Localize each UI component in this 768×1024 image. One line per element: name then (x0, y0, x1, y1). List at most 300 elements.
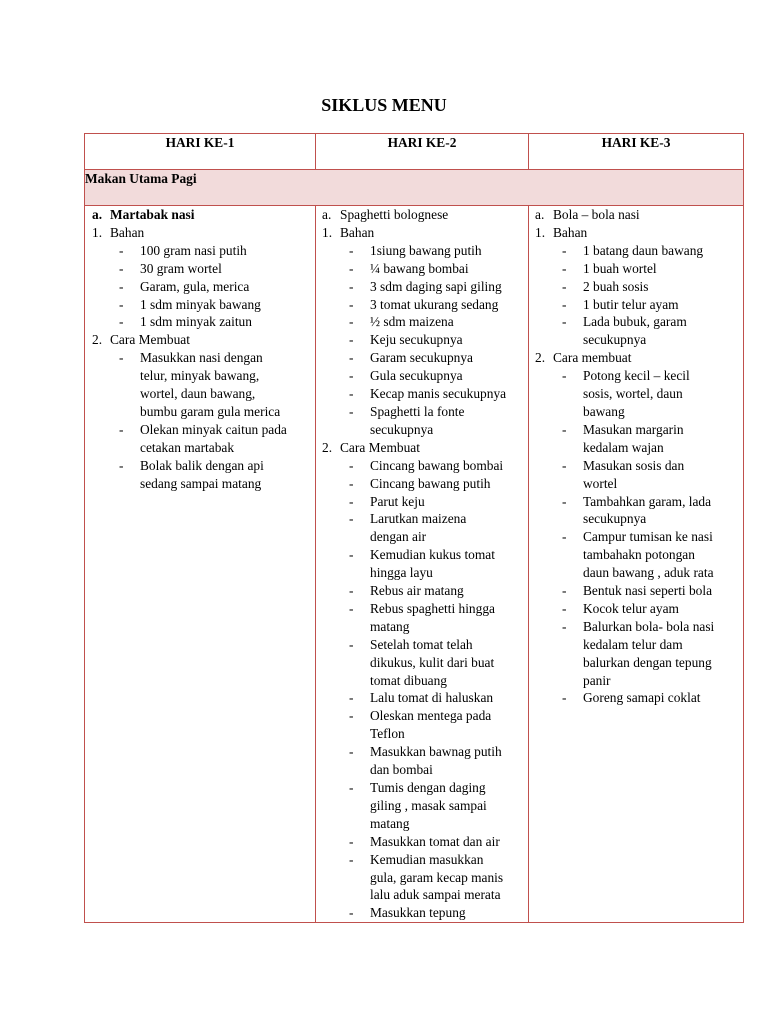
indent (322, 743, 349, 761)
step-text: tambahakn potongan (583, 547, 695, 563)
bullet-dash: - (119, 296, 124, 312)
bullet-dash (119, 385, 140, 403)
indent (322, 582, 349, 600)
step-item (322, 815, 528, 833)
bullet-dash: - (562, 583, 567, 599)
bullet-dash: - (349, 278, 354, 294)
bullet-dash: - (349, 296, 354, 312)
cara-heading (322, 439, 528, 457)
step-item (535, 600, 743, 618)
step-text: tomat dibuang (370, 672, 447, 688)
step-text: Cincang bawang putih (370, 475, 491, 491)
indent (322, 654, 349, 672)
step-item (535, 528, 743, 546)
step-item (535, 672, 743, 690)
step-text: Masukkan tepung (370, 905, 466, 921)
indent (535, 331, 562, 349)
ingredient-item (92, 296, 315, 314)
step-text: kedalam wajan (583, 439, 664, 455)
step-item (322, 707, 528, 725)
indent (92, 278, 119, 296)
ingredient-item (322, 242, 528, 260)
indent (535, 672, 562, 690)
ingredient-item (92, 260, 315, 278)
step-item (322, 582, 528, 600)
indent (322, 797, 349, 815)
step-text: wortel (583, 475, 618, 491)
indent (535, 528, 562, 546)
menu-table (84, 133, 744, 923)
step-item (535, 582, 743, 600)
bullet-dash: - (349, 511, 354, 527)
step-item (322, 457, 528, 475)
indent (535, 582, 562, 600)
ingredient-text: 30 gram wortel (140, 260, 222, 276)
indent (322, 403, 349, 421)
dish-name: Martabak nasi (110, 207, 195, 222)
ingredient-item (322, 331, 528, 349)
step-item (535, 564, 743, 582)
step-text: Potong kecil – kecil (583, 368, 690, 384)
bullet-dash: - (349, 493, 354, 509)
ingredient-text: secukupnya (583, 332, 647, 348)
indent (535, 636, 562, 654)
indent (535, 385, 562, 403)
bullet-dash: - (562, 260, 567, 276)
step-item (535, 636, 743, 654)
cara-label: Cara membuat (553, 350, 632, 366)
indent (322, 331, 349, 349)
step-text: cetakan martabak (140, 439, 235, 455)
indent (535, 510, 562, 528)
step-item (322, 654, 528, 672)
indent (535, 260, 562, 278)
indent (322, 636, 349, 654)
bullet-dash: - (562, 529, 567, 545)
indent (322, 564, 349, 582)
bullet-dash: - (119, 278, 124, 294)
ingredient-item (322, 403, 528, 421)
bullet-dash: - (562, 421, 567, 437)
bullet-dash: - (562, 493, 567, 509)
bullet-dash (349, 869, 370, 887)
step-text: telur, minyak bawang, (140, 368, 260, 384)
indent (535, 367, 562, 385)
indent (322, 475, 349, 493)
indent (322, 242, 349, 260)
bullet-dash: - (349, 475, 354, 491)
indent (322, 349, 349, 367)
bullet-dash: - (349, 547, 354, 563)
step-item (322, 886, 528, 904)
step-text: Masukan sosis dan (583, 457, 685, 473)
bullet-dash: - (349, 851, 354, 867)
ingredient-item (322, 421, 528, 439)
indent (92, 260, 119, 278)
bullet-dash: - (349, 690, 354, 706)
bullet-dash: - (562, 690, 567, 706)
bullet-dash: - (349, 600, 354, 616)
step-item (92, 367, 315, 385)
indent (322, 815, 349, 833)
step-item (535, 439, 743, 457)
indent (322, 851, 349, 869)
indent (535, 564, 562, 582)
indent (322, 260, 349, 278)
bullet-dash: - (349, 457, 354, 473)
step-text: Olekan minyak caitun pada (140, 421, 287, 437)
bullet-dash: - (349, 780, 354, 795)
indent (535, 313, 562, 331)
bullet-dash: - (119, 457, 124, 473)
bullet-dash: - (349, 905, 354, 921)
bullet-dash: - (349, 350, 354, 366)
bullet-dash: - (119, 242, 124, 258)
step-text: matang (370, 815, 410, 831)
ingredient-item (92, 313, 315, 331)
step-text: daun bawang , aduk rata (583, 565, 714, 581)
indent (92, 367, 119, 385)
header-day-2: HARI KE-2 (316, 134, 529, 170)
step-text: Masukkan tomat dan air (370, 833, 500, 849)
ingredient-item (322, 349, 528, 367)
step-item (92, 349, 315, 367)
step-item (322, 672, 528, 690)
ingredient-item (535, 296, 743, 314)
ingredient-text: Garam secukupnya (370, 350, 473, 366)
indent (322, 510, 349, 528)
bahan-marker: 1. (535, 224, 546, 240)
ingredient-item (322, 385, 528, 403)
header-day-1: HARI KE-1 (85, 134, 316, 170)
indent (322, 725, 349, 743)
step-text: secukupnya (583, 511, 647, 527)
bullet-dash: - (349, 583, 354, 599)
bullet-dash: - (349, 368, 354, 384)
step-item (322, 618, 528, 636)
header-row (85, 134, 744, 170)
header-day-3: HARI KE-3 (529, 134, 744, 170)
indent (322, 313, 349, 331)
indent (92, 296, 119, 314)
dish-line (92, 206, 315, 224)
step-item (535, 475, 743, 493)
step-text: Balurkan bola- bola nasi (583, 618, 715, 634)
bullet-dash: - (349, 260, 354, 276)
step-text: Goreng samapi coklat (583, 690, 701, 706)
step-item (322, 475, 528, 493)
dish-name: Bola – bola nasi (553, 207, 640, 222)
indent (322, 707, 349, 725)
bullet-dash (349, 886, 370, 904)
bullet-dash (562, 654, 583, 672)
ingredient-item (535, 260, 743, 278)
dish-marker: a. (92, 207, 103, 222)
ingredient-item (535, 242, 743, 260)
bullet-dash: - (562, 457, 567, 473)
bullet-dash: - (562, 278, 567, 294)
dish-line (535, 206, 743, 224)
bahan-heading (535, 224, 743, 242)
dish-line (322, 206, 528, 224)
step-item (92, 457, 315, 475)
step-text: Bentuk nasi seperti bola (583, 583, 713, 599)
step-item (322, 725, 528, 743)
indent (535, 618, 562, 636)
bullet-dash: - (349, 636, 354, 652)
step-text: Masukkan nasi dengan (140, 350, 263, 366)
ingredient-text: 1siung bawang putih (370, 242, 482, 258)
bullet-dash (562, 331, 583, 349)
bullet-dash (562, 510, 583, 528)
indent (322, 672, 349, 690)
step-text: Kemudian masukkan (370, 851, 484, 867)
content-row (85, 206, 744, 923)
ingredient-text: Lada bubuk, garam (583, 314, 687, 330)
bullet-dash (562, 385, 583, 403)
ingredient-item (322, 313, 528, 331)
indent (535, 654, 562, 672)
step-text: lalu aduk sampai merata (370, 887, 501, 903)
step-text: wortel, daun bawang, (140, 386, 256, 402)
step-text: sedang sampai matang (140, 475, 262, 491)
step-text: Campur tumisan ke nasi (583, 529, 713, 545)
indent (92, 421, 119, 439)
step-text: bumbu garam gula merica (140, 403, 281, 419)
step-item (322, 851, 528, 869)
indent (322, 833, 349, 851)
step-text: Masukkan bawnag putih (370, 744, 502, 760)
step-item (535, 493, 743, 511)
ingredient-item (322, 296, 528, 314)
indent (322, 886, 349, 904)
step-text: dikukus, kulit dari buat (370, 654, 495, 670)
bullet-dash (349, 725, 370, 743)
step-item (535, 385, 743, 403)
ingredient-text: 2 buah sosis (583, 278, 649, 294)
ingredient-item (92, 242, 315, 260)
indent (535, 546, 562, 564)
step-text: Cincang bawang bombai (370, 457, 504, 473)
bullet-dash: - (349, 708, 354, 724)
ingredient-text: Keju secukupnya (370, 332, 463, 348)
bullet-dash (349, 564, 370, 582)
step-text: gula, garam kecap manis (370, 869, 504, 885)
bullet-dash (562, 672, 583, 690)
cara-heading (92, 331, 315, 349)
bullet-dash (562, 403, 583, 421)
step-item (322, 833, 528, 851)
ingredient-text: ¼ bawang bombai (370, 260, 469, 276)
indent (322, 904, 349, 922)
bullet-dash (119, 403, 140, 421)
step-item (92, 403, 315, 421)
bullet-dash: - (562, 368, 567, 384)
indent (535, 439, 562, 457)
step-text: Kemudian kukus tomat (370, 547, 495, 563)
ingredient-text: 1 buah wortel (583, 260, 657, 276)
ingredient-item (535, 278, 743, 296)
ingredient-item (535, 313, 743, 331)
indent (535, 242, 562, 260)
bahan-marker: 1. (92, 224, 103, 240)
indent (322, 779, 349, 797)
step-item (322, 797, 528, 815)
step-text: Masukan margarin (583, 421, 684, 437)
bahan-heading (92, 224, 315, 242)
bullet-dash (349, 797, 370, 815)
cara-marker: 2. (535, 350, 546, 366)
step-item (535, 689, 743, 707)
cara-label: Cara Membuat (110, 332, 190, 348)
bullet-dash (562, 636, 583, 654)
bullet-dash: - (562, 600, 567, 616)
bahan-marker: 1. (322, 224, 333, 240)
step-item (535, 510, 743, 528)
step-item (322, 779, 528, 797)
indent (535, 421, 562, 439)
step-text: Oleskan mentega pada (370, 708, 492, 724)
bullet-dash (562, 475, 583, 493)
indent (322, 278, 349, 296)
cara-label: Cara Membuat (340, 439, 420, 455)
indent (322, 689, 349, 707)
step-item (322, 510, 528, 528)
indent (535, 600, 562, 618)
indent (92, 457, 119, 475)
indent (322, 457, 349, 475)
bullet-dash: - (349, 332, 354, 348)
step-item (535, 367, 743, 385)
indent (322, 367, 349, 385)
bullet-dash: - (119, 314, 124, 330)
ingredient-item (322, 260, 528, 278)
ingredient-text: 100 gram nasi putih (140, 242, 247, 258)
ingredient-text: 3 sdm daging sapi giling (370, 278, 502, 294)
step-text: Tambahkan garam, lada (583, 493, 712, 509)
step-text: Lalu tomat di haluskan (370, 690, 494, 706)
dish-name: Spaghetti bolognese (340, 207, 449, 222)
bullet-dash: - (119, 260, 124, 276)
bullet-dash: - (349, 833, 354, 849)
indent (322, 546, 349, 564)
indent (322, 528, 349, 546)
step-item (92, 475, 315, 493)
bullet-dash (119, 439, 140, 457)
indent (322, 761, 349, 779)
step-item (322, 528, 528, 546)
bullet-dash (349, 654, 370, 672)
step-item (322, 564, 528, 582)
bahan-label: Bahan (553, 224, 588, 240)
ingredient-item (535, 331, 743, 349)
ingredient-text: secukupnya (370, 421, 434, 437)
step-text: Tumis dengan daging (370, 780, 486, 795)
day-1-cell (85, 206, 316, 923)
step-item (535, 618, 743, 636)
ingredient-text: 1 sdm minyak bawang (140, 296, 261, 312)
bullet-dash (562, 439, 583, 457)
indent (322, 618, 349, 636)
ingredient-item (92, 278, 315, 296)
ingredient-item (322, 278, 528, 296)
day-2-cell (316, 206, 529, 923)
dish-marker: a. (322, 207, 332, 222)
step-item (322, 869, 528, 887)
bahan-heading (322, 224, 528, 242)
step-item (322, 493, 528, 511)
bullet-dash: - (349, 386, 354, 402)
bullet-dash: - (349, 314, 354, 330)
page-title: SIKLUS MENU (321, 95, 447, 115)
cara-marker: 2. (322, 439, 333, 455)
step-item (92, 439, 315, 457)
dish-marker: a. (535, 207, 545, 222)
indent (322, 385, 349, 403)
indent (322, 600, 349, 618)
indent (535, 689, 562, 707)
bullet-dash (349, 672, 370, 690)
ingredient-text: Garam, gula, merica (140, 278, 250, 294)
indent (92, 349, 119, 367)
step-text: Setelah tomat telah (370, 636, 473, 652)
step-text: balurkan dengan tepung (583, 654, 712, 670)
step-item (535, 421, 743, 439)
indent (92, 385, 119, 403)
bahan-label: Bahan (340, 224, 375, 240)
ingredient-item (322, 367, 528, 385)
step-text: Bolak balik dengan api (140, 457, 264, 473)
step-text: Larutkan maizena (370, 511, 467, 527)
bullet-dash (119, 475, 140, 493)
step-text: Parut keju (370, 493, 425, 509)
bullet-dash (349, 528, 370, 546)
indent (535, 475, 562, 493)
step-item (322, 689, 528, 707)
bullet-dash: - (119, 350, 124, 366)
step-item (322, 761, 528, 779)
bullet-dash (562, 564, 583, 582)
step-item (322, 636, 528, 654)
bullet-dash: - (119, 421, 124, 437)
step-item (92, 421, 315, 439)
meal-label: Makan Utama Pagi (85, 170, 744, 206)
step-text: Rebus spaghetti hingga (370, 600, 495, 616)
step-item (322, 743, 528, 761)
indent (535, 403, 562, 421)
step-text: giling , masak sampai (370, 797, 487, 813)
ingredient-text: 1 batang daun bawang (583, 242, 704, 258)
indent (92, 403, 119, 421)
indent (535, 278, 562, 296)
bullet-dash: - (562, 242, 567, 258)
bullet-dash: - (349, 403, 354, 419)
ingredient-text: Spaghetti la fonte (370, 403, 465, 419)
bullet-dash (119, 367, 140, 385)
step-text: Teflon (370, 726, 405, 742)
meal-row (85, 170, 744, 206)
step-item (322, 546, 528, 564)
bullet-dash (349, 421, 370, 439)
step-text: dengan air (370, 529, 427, 545)
indent (92, 475, 119, 493)
bullet-dash: - (562, 618, 567, 634)
bullet-dash: - (349, 744, 354, 760)
indent (92, 242, 119, 260)
ingredient-text: ½ sdm maizena (370, 314, 454, 330)
step-text: bawang (583, 403, 625, 419)
indent (322, 296, 349, 314)
